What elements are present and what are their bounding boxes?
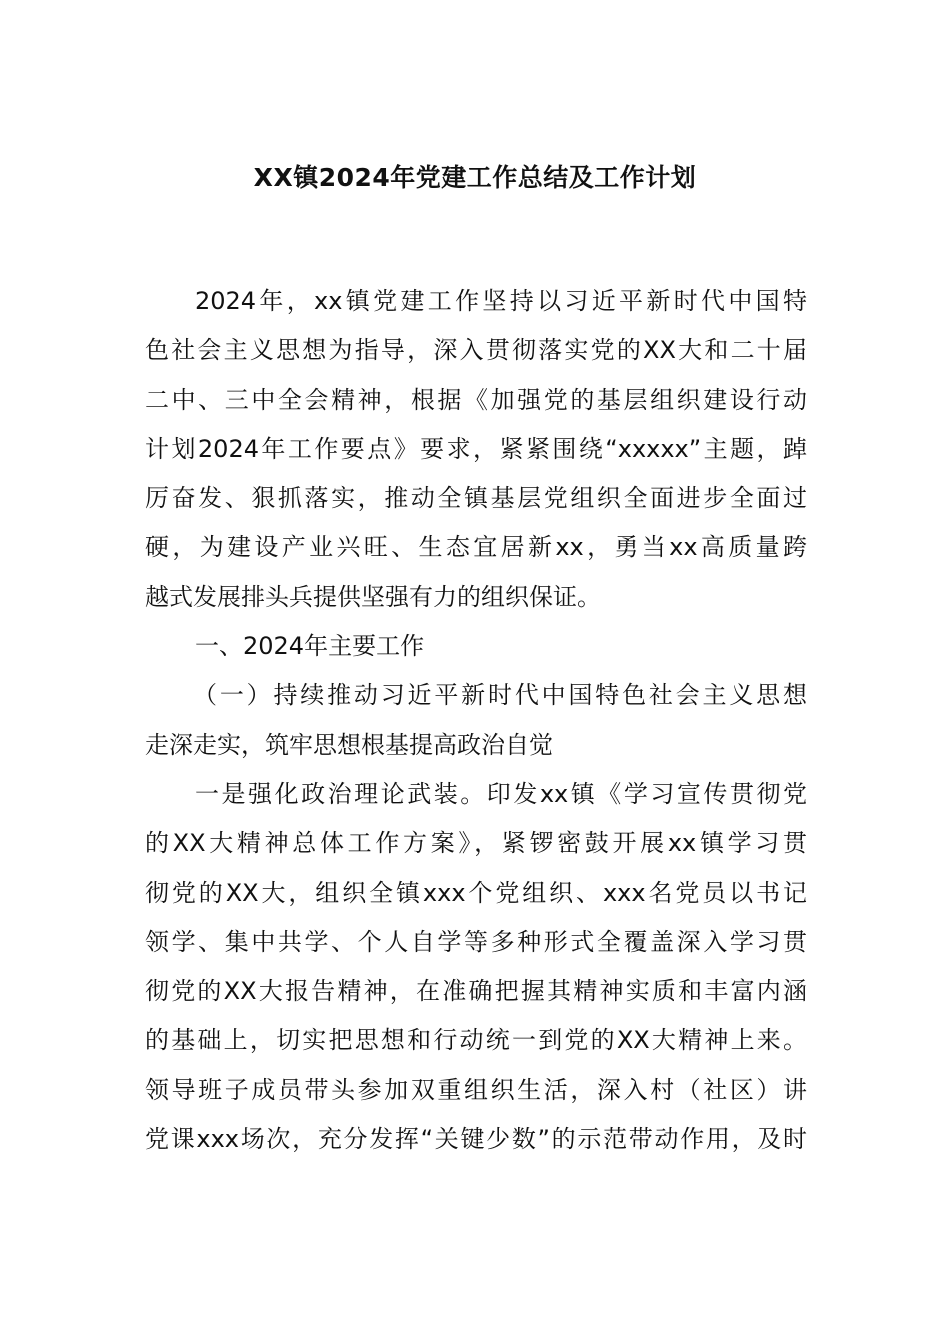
paragraph-line: 一是强化政治理论武装。印发xx镇《学习宣传贯彻党 bbox=[195, 779, 807, 808]
document-body bbox=[145, 277, 807, 1164]
paragraph-line: 领导班子成员带头参加双重组织生活，深入村（社区）讲 bbox=[145, 1075, 807, 1104]
paragraph-line: 厉奋发、狠抓落实，推动全镇基层党组织全面进步全面过 bbox=[145, 484, 807, 513]
section-heading: 一、2024年主要工作 bbox=[195, 632, 425, 661]
paragraph-line: 彻党的XX大报告精神，在准确把握其精神实质和丰富内涵 bbox=[145, 977, 807, 1006]
paragraph-line: 2024年，xx镇党建工作坚持以习近平新时代中国特 bbox=[195, 287, 807, 315]
subsection-heading-line: 走深走实，筑牢思想根基提高政治自觉 bbox=[145, 730, 553, 759]
paragraph-line: 的XX大精神总体工作方案》，紧锣密鼓开展xx镇学习贯 bbox=[145, 829, 807, 858]
paragraph-line: 党课xxx场次，充分发挥“关键少数”的示范带动作用，及时 bbox=[145, 1125, 807, 1154]
paragraph-line: 彻党的XX大，组织全镇xxx个党组织、xxx名党员以书记 bbox=[145, 878, 807, 907]
paragraph-line: 二中、三中全会精神，根据《加强党的基层组织建设行动 bbox=[145, 385, 807, 414]
paragraph-line: 计划2024年工作要点》要求，紧紧围绕“xxxxx”主题，踔 bbox=[145, 434, 807, 463]
paragraph-line: 色社会主义思想为指导，深入贯彻落实党的XX大和二十届 bbox=[145, 336, 807, 365]
paragraph-line: 领学、集中共学、个人自学等多种形式全覆盖深入学习贯 bbox=[145, 927, 807, 956]
document-title: XX镇2024年党建工作总结及工作计划 bbox=[253, 163, 697, 192]
subsection-heading-line: （一）持续推动习近平新时代中国特色社会主义思想 bbox=[193, 681, 807, 710]
paragraph-line: 的基础上，切实把思想和行动统一到党的XX大精神上来。 bbox=[145, 1026, 807, 1055]
paragraph-line: 越式发展排头兵提供坚强有力的组织保证。 bbox=[145, 582, 601, 611]
paragraph-line: 硬，为建设产业兴旺、生态宜居新xx，勇当xx高质量跨 bbox=[145, 533, 807, 562]
